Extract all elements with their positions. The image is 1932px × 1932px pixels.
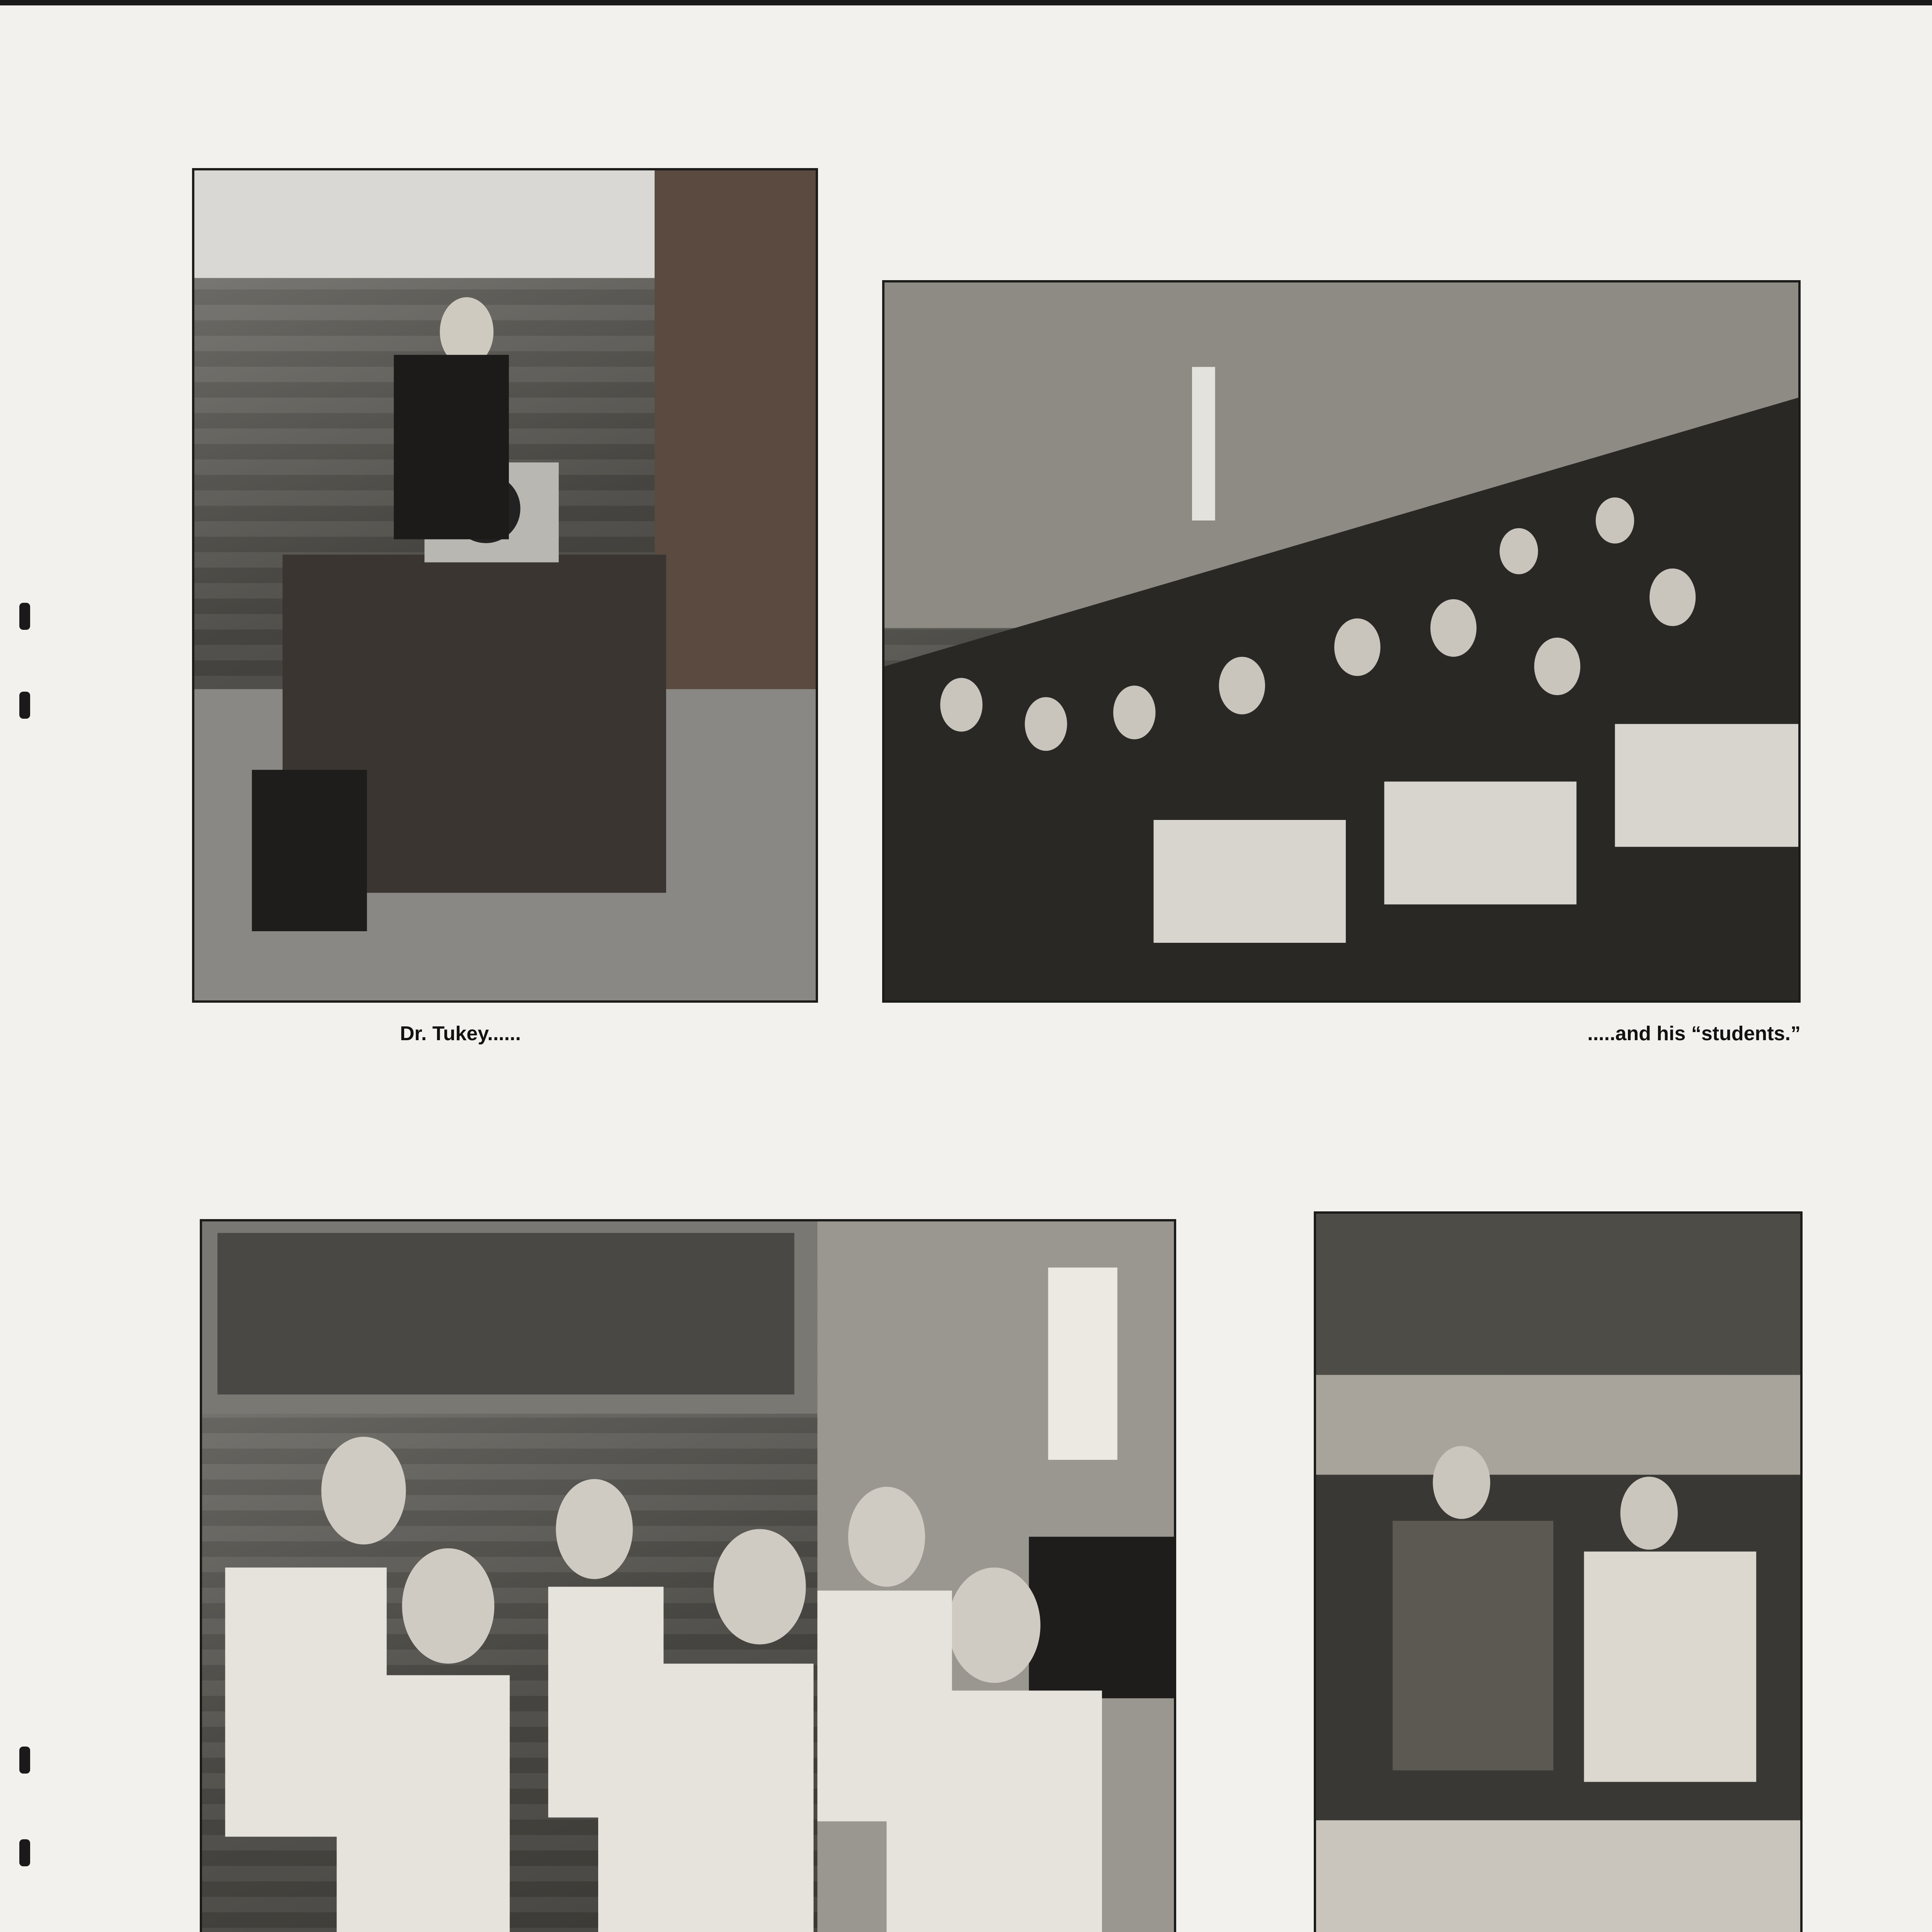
students-caption: .....and his “students.”	[1587, 1022, 1801, 1045]
binding-hole-mark	[19, 1839, 30, 1866]
india-photo	[1314, 1211, 1803, 1932]
binding-hole-mark	[19, 692, 30, 719]
staff-photo	[200, 1219, 1176, 1932]
page-top-edge	[0, 0, 1932, 5]
tukey-caption: Dr. Tukey......	[400, 1022, 521, 1045]
tukey-photo	[192, 168, 818, 1003]
binding-hole-mark	[19, 603, 30, 630]
students-photo	[882, 280, 1801, 1003]
binding-hole-mark	[19, 1747, 30, 1774]
